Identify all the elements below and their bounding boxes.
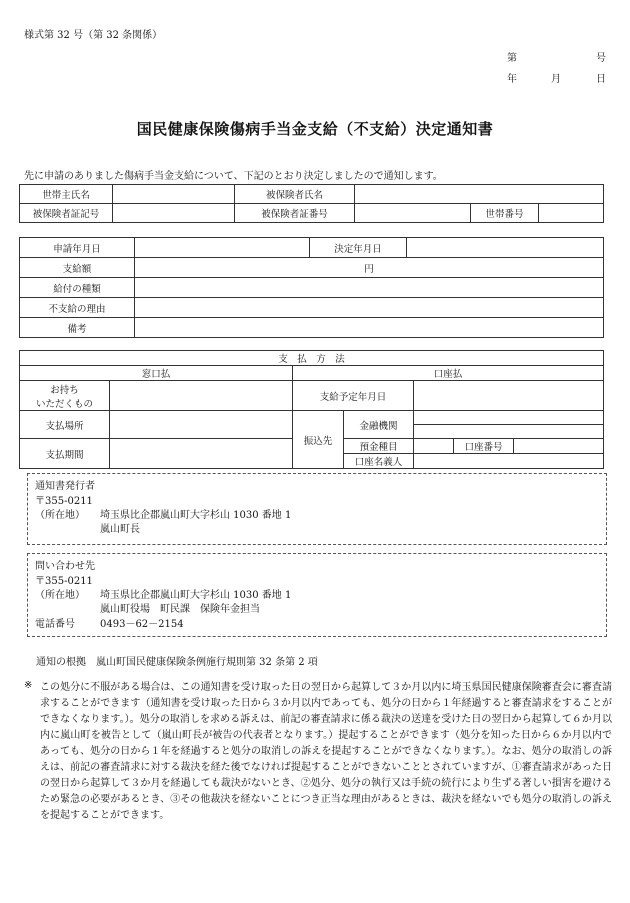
scheduled-date-label: 支給予定年月日 bbox=[293, 381, 414, 411]
issuer-address: 埼玉県比企郡嵐山町大字杉山 1030 番地 1 bbox=[100, 510, 292, 521]
issuer-name: 嵐山町長 bbox=[100, 524, 140, 535]
form-number: 様式第 32 号（第 32 条関係） bbox=[24, 30, 163, 41]
account-holder-label: 口座名義人 bbox=[344, 454, 414, 469]
contact-phone-label: 電話番号 bbox=[35, 619, 75, 630]
deposit-type-label: 預金種目 bbox=[344, 439, 414, 454]
document-title: 国民健康保険傷病手当金支給（不支給）決定通知書 bbox=[136, 120, 494, 138]
account-holder-field[interactable] bbox=[414, 454, 604, 469]
household-number-label: 世帯番号 bbox=[471, 204, 539, 223]
insured-symbol-label: 被保険者証記号 bbox=[20, 204, 113, 223]
payment-amount-field[interactable] bbox=[135, 258, 604, 278]
insured-number-label: 被保険者証番号 bbox=[235, 204, 355, 223]
branch-field[interactable] bbox=[414, 425, 604, 439]
decision-date-label: 決定年月日 bbox=[310, 238, 407, 258]
account-number-label: 口座番号 bbox=[454, 439, 514, 454]
payment-place-field[interactable] bbox=[110, 411, 293, 439]
decision-table bbox=[19, 237, 604, 338]
scheduled-date-field[interactable] bbox=[414, 381, 604, 411]
contact-address-label: （所在地） bbox=[35, 590, 85, 601]
household-number-field[interactable] bbox=[539, 204, 604, 223]
issuer-label: 通知書発行者 bbox=[35, 481, 95, 492]
benefit-type-field[interactable] bbox=[135, 278, 604, 298]
contact-postal: 〒355-0211 bbox=[35, 576, 93, 587]
remarks-label: 備考 bbox=[20, 318, 135, 338]
date-year: 年 bbox=[507, 74, 517, 85]
insured-symbol-field[interactable] bbox=[113, 204, 235, 223]
insured-info-table bbox=[19, 184, 604, 223]
notice-basis: 通知の根拠 嵐山町国民健康保険条例施行規則第 32 条第 2 項 bbox=[36, 657, 318, 668]
decision-date-field[interactable] bbox=[407, 238, 604, 258]
non-payment-reason-field[interactable] bbox=[135, 298, 604, 318]
benefit-type-label: 給付の種類 bbox=[20, 278, 135, 298]
insured-name-field[interactable] bbox=[355, 185, 604, 204]
contact-office: 嵐山町役場 町民課 保険年金担当 bbox=[100, 604, 260, 615]
deposit-type-field[interactable] bbox=[414, 439, 454, 454]
payment-period-label: 支払期間 bbox=[20, 439, 110, 469]
payment-amount-label: 支給額 bbox=[20, 258, 135, 278]
contact-box bbox=[27, 553, 607, 637]
note-mark: ※ bbox=[24, 680, 33, 691]
bring-items-field[interactable] bbox=[110, 381, 293, 411]
number-dai: 第 bbox=[507, 53, 517, 64]
payment-period-field[interactable] bbox=[110, 439, 293, 469]
account-number-field[interactable] bbox=[514, 439, 604, 454]
intro-text: 先に申請のありました傷病手当金支給について、下記のとおり決定しましたので通知します。 bbox=[24, 171, 443, 182]
yen-unit: 円 bbox=[364, 263, 374, 275]
bring-items-line2: いただくもの bbox=[35, 398, 93, 410]
contact-label: 問い合わせ先 bbox=[35, 561, 95, 572]
financial-institution-label: 金融機関 bbox=[344, 411, 414, 439]
issuer-address-label: （所在地） bbox=[35, 510, 85, 521]
issuer-postal: 〒355-0211 bbox=[35, 496, 93, 507]
bring-items-label bbox=[20, 381, 110, 411]
account-payment-header: 口座払 bbox=[293, 366, 604, 381]
date-month: 月 bbox=[551, 74, 561, 85]
counter-payment-header: 窓口払 bbox=[20, 366, 293, 381]
insured-name-label: 被保険者氏名 bbox=[235, 185, 355, 204]
date-day: 日 bbox=[596, 74, 606, 85]
household-head-name-field[interactable] bbox=[113, 185, 235, 204]
transfer-to-label: 振込先 bbox=[293, 411, 344, 469]
bring-items-line1: お持ち bbox=[50, 384, 79, 396]
contact-phone: 0493－62－2154 bbox=[100, 619, 184, 630]
non-payment-reason-label: 不支給の理由 bbox=[20, 298, 135, 318]
insured-number-field[interactable] bbox=[355, 204, 471, 223]
application-date-field[interactable] bbox=[135, 238, 310, 258]
application-date-label: 申請年月日 bbox=[20, 238, 135, 258]
remarks-field[interactable] bbox=[135, 318, 604, 338]
issuer-box bbox=[27, 473, 607, 545]
contact-address: 埼玉県比企郡嵐山町大字杉山 1030 番地 1 bbox=[100, 590, 292, 601]
payment-place-label: 支払場所 bbox=[20, 411, 110, 439]
payment-method-table bbox=[19, 350, 604, 469]
payment-method-header: 支 払 方 法 bbox=[20, 351, 604, 366]
financial-institution-field[interactable] bbox=[414, 411, 604, 425]
number-go: 号 bbox=[596, 53, 606, 64]
household-head-name-label: 世帯主氏名 bbox=[20, 185, 113, 204]
appeal-note: この処分に不服がある場合は、この通知書を受け取った日の翌日から起算して３か月以内に埼玉県国民健康保険審査会に審査請求することができます（通知書を受け取った日から３か月以内であっても、処分の日から１年経過すると審査請求をすることができなくなります。）。処分の取消しを求める訴えは、前記の審査請求に係る裁決の送達を受けた日の翌日から起算して６か月以内に嵐山町を被告として（嵐山町長が被告の代表者となります。）提起することができます（処分を知った日から６か月以内であっても、処分の日から１年を経過すると処分の取消しの訴えを提起することができなくなります。）。なお、処分の取消しの訴えは、前記の審査請求に対する裁決を経た後でなければ提起することができないこととされていますが、①審査請求があった日の翌日から起算して３か月を経過しても裁決がないとき、②処分、処分の執行又は手続の続行により生ずる著しい損害を避けるため緊急の必要があるとき、③その他裁決を経ないことにつき正当な理由があるときは、裁決を経ないでも処分の取消しの訴えを提起することができます。 bbox=[40, 682, 612, 821]
